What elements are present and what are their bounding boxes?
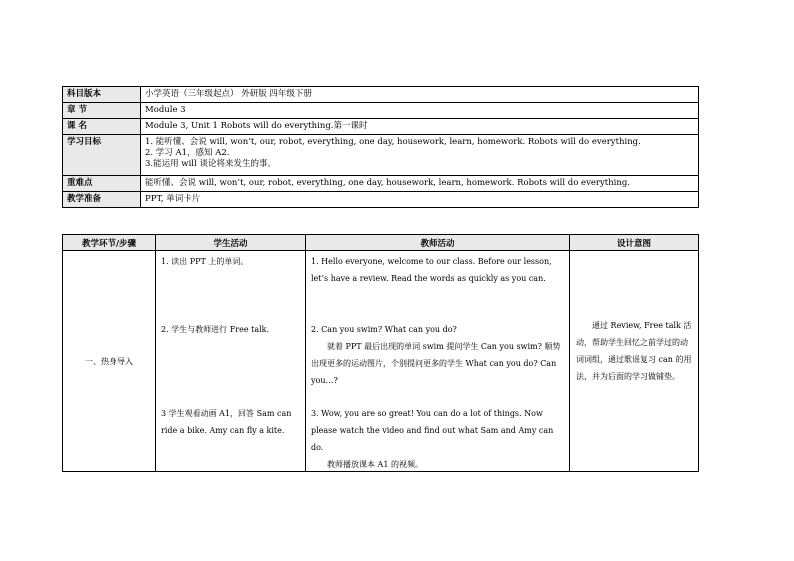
info-label: 科目版本 [63, 87, 141, 103]
header-student: 学生活动 [156, 235, 306, 251]
info-row-version [63, 87, 699, 103]
teacher-step-3 [311, 405, 565, 473]
info-label: 学习目标 [63, 135, 141, 176]
student-step-1: 1. 读出 PPT 上的单词。 [161, 257, 249, 266]
teacher-step-2 [311, 321, 565, 389]
course-info-table [62, 86, 699, 208]
design-intent-text: 通过 Review, Free talk 活动，帮助学生回忆之前学过的动词词组，通过歌谣复习 can 的用法，并为后面的学习做铺垫。 [576, 321, 692, 381]
info-label: 课 名 [63, 119, 141, 135]
info-row-preparation [63, 192, 699, 208]
teacher-step-1 [311, 253, 565, 287]
teacher-step-detail: 教师播放课本 A1 的视频。 [327, 460, 423, 469]
info-label: 教学准备 [63, 192, 141, 208]
info-value [141, 135, 699, 176]
info-value: 小学英语（三年级起点） 外研版 四年级下册 [141, 87, 699, 103]
teacher-activity-cell [306, 251, 570, 472]
goal-line: 2. 学习 A1，感知 A2. [145, 148, 230, 158]
goal-line: 3.能运用 will 谈论将来发生的事。 [145, 159, 276, 169]
info-label: 章 节 [63, 103, 141, 119]
info-value: 能听懂、会说 will, won’t, our, robot, everything, one day, housework, learn, homework. Robots will do everything. [141, 176, 699, 192]
teacher-step-text: 3. Wow, you are so great! You can do a lot of things. Now please watch the video and find out what Sam and Amy can do. [311, 409, 554, 452]
info-row-goals [63, 135, 699, 176]
info-value: Module 3 [141, 103, 699, 119]
info-label: 重难点 [63, 176, 141, 192]
plan-body-row [63, 251, 699, 472]
teacher-step-detail: 就着 PPT 最后出现的单词 swim 提问学生 Can you swim? 顺势出现更多的运动图片，个别提问更多的学生 What can you do? Can you…? [311, 342, 561, 385]
stage-cell: 一、热身导入 [63, 251, 156, 472]
teacher-step-text: 2. Can you swim? What can you do? [311, 325, 457, 334]
student-step-3: 3 学生观看动画 A1，回答 Sam can ride a bike. Amy can fly a kite. [161, 409, 292, 435]
lesson-plan-table [62, 234, 699, 472]
info-value: PPT, 单词卡片 [141, 192, 699, 208]
teacher-step-text: 1. Hello everyone, welcome to our class. Before our lesson, let’s have a review. Read the words as quickly as you can. [311, 257, 552, 283]
info-row-chapter [63, 103, 699, 119]
header-teacher: 教师活动 [306, 235, 570, 251]
info-row-key-points [63, 176, 699, 192]
design-intent-cell [570, 251, 699, 472]
plan-header-row [63, 235, 699, 251]
info-value: Module 3, Unit 1 Robots will do everything.第一课时 [141, 119, 699, 135]
info-row-lesson [63, 119, 699, 135]
student-step-2: 2. 学生与教师进行 Free talk. [161, 325, 270, 334]
student-activity-cell [156, 251, 306, 472]
header-design: 设计意图 [570, 235, 699, 251]
header-stage: 教学环节/步骤 [63, 235, 156, 251]
goal-line: 1. 能听懂、会说 will, won’t, our, robot, everything, one day, housework, learn, homework. Robots will do everything. [145, 137, 641, 147]
